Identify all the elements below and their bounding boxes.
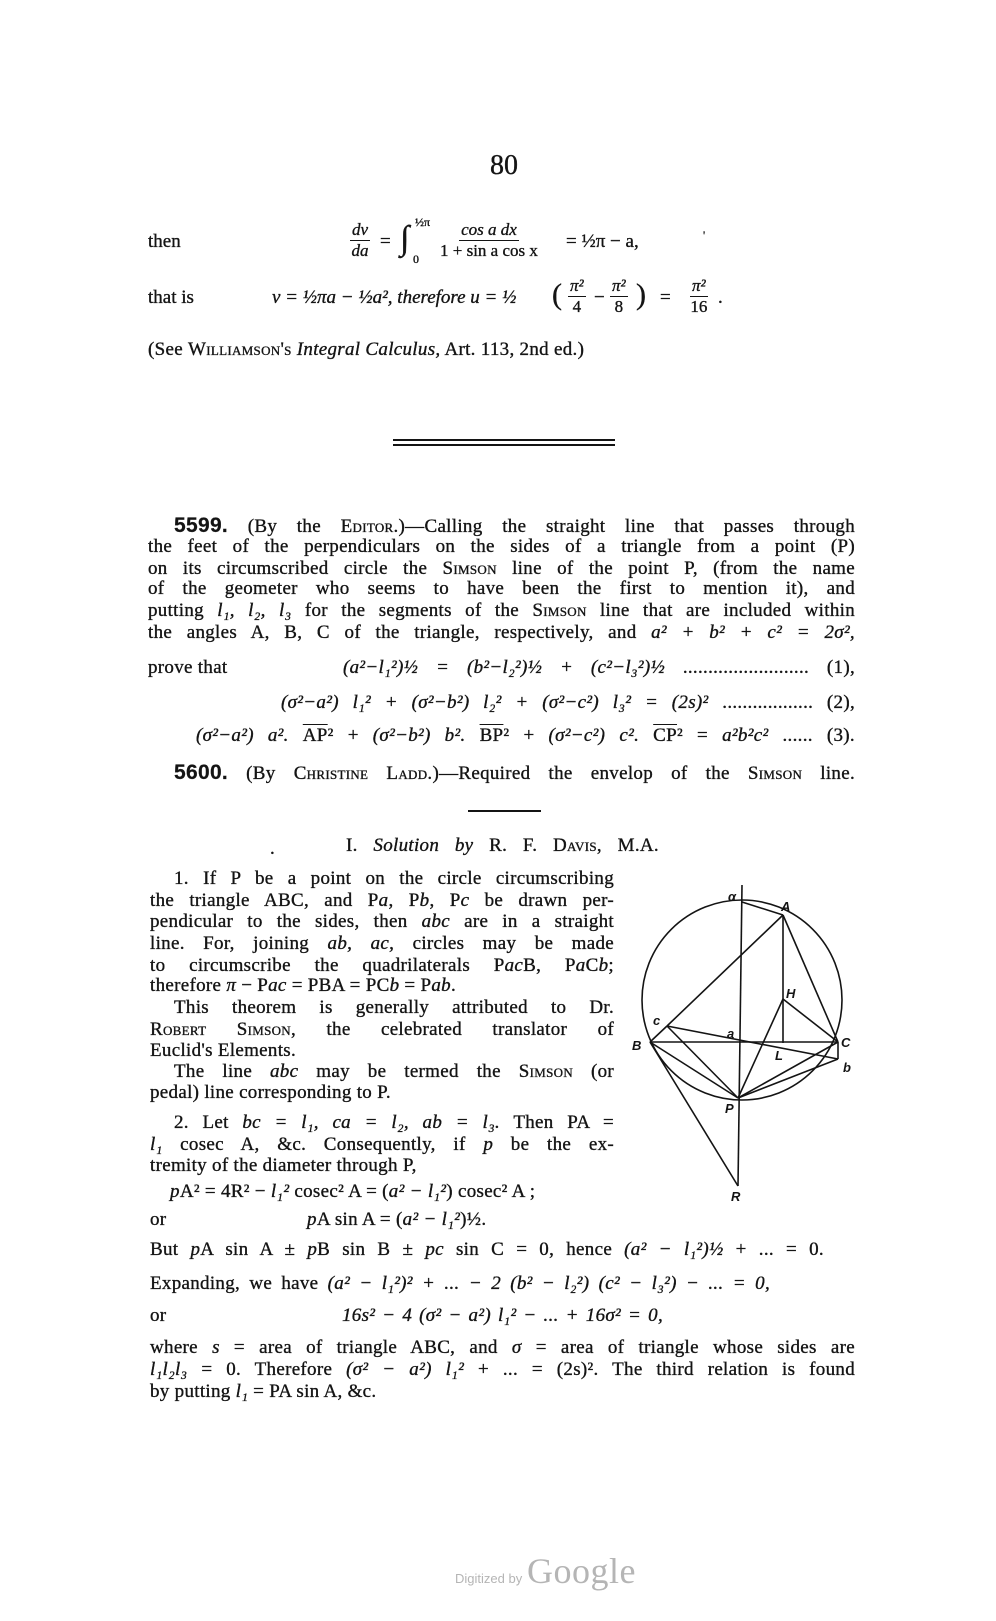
text-segment: 2. Let: [174, 1112, 243, 1133]
text-segment: a: [575, 955, 586, 976]
text-segment: (σ²−c²) c².: [548, 725, 654, 746]
text-segment: = area of triangle whose sides are: [521, 1337, 855, 1358]
text-segment: + ... = (2s)². The third relation is found: [464, 1359, 855, 1380]
text-segment: , M.A.: [596, 835, 659, 856]
text-segment: A sin A ±: [200, 1239, 308, 1260]
text-segment: But: [150, 1239, 191, 1260]
text-segment: line of the point P, (from the name: [496, 558, 855, 579]
text-segment: .........................: [665, 657, 810, 678]
line-alpha-p-r: [738, 885, 742, 1186]
text-segment: = PBA = PC: [286, 975, 390, 996]
close-paren: ): [636, 278, 646, 311]
text-segment: for the segments of the: [291, 600, 533, 621]
label-L: L: [775, 1048, 783, 1063]
fraction-denominator: 8: [614, 297, 624, 316]
text-segment: ² =: [677, 725, 723, 746]
text-segment: = area of triangle ABC, and: [219, 1337, 512, 1358]
text-segment: = PA sin A, &c.: [248, 1381, 377, 1402]
fraction-numerator: dv: [352, 220, 369, 239]
text-segment: l₁, l₂, l₃: [217, 600, 292, 621]
text-segment: a²b²c²: [722, 725, 769, 746]
integral-sign: ∫: [400, 220, 410, 257]
text-segment: ac: [268, 975, 287, 996]
text-segment: ab: [431, 975, 451, 996]
text-segment: line that are included within: [586, 600, 855, 621]
text-segment: , P: [388, 890, 420, 911]
text-segment: p: [170, 1181, 180, 1202]
watermark-digitized: Digitized by: [455, 1571, 523, 1586]
label-C: C: [841, 1035, 851, 1050]
text-segment: 5599.: [174, 514, 229, 537]
label-R: R: [731, 1189, 741, 1204]
text-segment: (1),: [809, 657, 855, 678]
text-segment: pedal) line corresponding to P.: [150, 1082, 391, 1103]
text-segment: a: [378, 890, 389, 911]
fraction-numerator: π²: [570, 276, 584, 295]
text-segment: putting: [148, 600, 218, 621]
text-segment: (a²−l₁²)½ = (b²−l₂²)½ + (c²−l₃²)½: [343, 657, 666, 678]
text-segment: ² +: [327, 725, 373, 746]
text-segment: (By: [228, 763, 294, 784]
line-c-b: [650, 1026, 667, 1042]
text-segment: The line: [174, 1061, 270, 1082]
text-segment: the angles A, B, C of the triangle, respectively, and: [148, 622, 652, 643]
google-watermark: [455, 1550, 636, 1592]
text-segment: be the ex-: [493, 1134, 614, 1155]
text-segment: (2),: [813, 692, 856, 713]
text-segment: line.: [802, 763, 856, 784]
text-segment: Integral Calculus,: [296, 339, 441, 360]
text-segment: pc: [425, 1239, 444, 1260]
integral-lower-limit: 0: [413, 252, 419, 266]
label-H: H: [786, 986, 796, 1001]
text-segment: Simson: [518, 1061, 574, 1082]
text-segment: sin C = 0, hence: [443, 1239, 625, 1260]
text-segment: where: [150, 1337, 213, 1358]
text-segment: b: [389, 975, 400, 996]
text-segment: + ... = 0.: [723, 1239, 824, 1260]
text-segment: c: [460, 890, 470, 911]
text-segment: ..................: [708, 692, 814, 713]
text-segment: prove that: [148, 657, 228, 678]
text-segment: (or: [573, 1061, 615, 1082]
text-segment: to circumscribe the quadrilaterals P: [150, 955, 505, 976]
text-segment: l₁: [150, 1134, 163, 1155]
text-segment: Williamson's: [188, 339, 292, 360]
text-segment: π: [226, 975, 237, 996]
text-segment: p: [307, 1239, 318, 1260]
text-segment: (a² − l₁²)½: [624, 1239, 724, 1260]
label-P: P: [725, 1101, 734, 1116]
text-segment: l₁²: [270, 1181, 290, 1202]
fraction-numerator: cos a dx: [461, 220, 517, 239]
text-segment: Art. 113, 2nd ed.): [440, 339, 585, 360]
text-segment: $\overline{CP}$: [653, 725, 678, 746]
text-segment: (σ² − a²) l₁²: [346, 1359, 465, 1380]
that-is-label: that is: [148, 287, 194, 308]
fraction-numerator: π²: [612, 276, 626, 295]
text-segment: , P: [429, 890, 461, 911]
text-segment: Then PA =: [500, 1112, 614, 1133]
text-segment: $\overline{AP}$: [302, 725, 328, 746]
page-number: 80: [490, 150, 518, 181]
text-segment: Christine Ladd: [293, 763, 428, 784]
text-segment: , the celebrated translator of: [290, 1019, 614, 1040]
text-segment: B sin B ±: [317, 1239, 426, 1260]
text-segment: s: [212, 1337, 220, 1358]
side-a-c: [783, 915, 838, 1042]
text-segment: .: [450, 975, 457, 996]
text-segment: l₁l₂l₃: [150, 1359, 188, 1380]
text-segment: $\overline{BP}$: [479, 725, 504, 746]
text-segment: − P: [236, 975, 269, 996]
text-segment: l₁: [235, 1381, 249, 1402]
label-a: a: [727, 1026, 735, 1041]
fraction-numerator: π²: [692, 276, 706, 295]
text-segment: .)—Required the envelop of the: [427, 763, 748, 784]
integral-upper-limit: ½π: [415, 215, 431, 229]
text-segment: ) cosec² A ;: [446, 1181, 536, 1202]
text-segment: abc: [269, 1061, 299, 1082]
text-segment: C: [585, 955, 599, 976]
label-alpha: α: [728, 889, 737, 904]
text-segment: are in a straight: [450, 911, 615, 932]
label-b: b: [843, 1060, 851, 1075]
text-segment: a² − l₁²: [388, 1181, 447, 1202]
text-segment: )½.: [460, 1209, 487, 1230]
text-segment: B, P: [523, 955, 576, 976]
text-segment: p: [307, 1209, 317, 1230]
text-segment: 1. If P be a point on the circle circumscribing: [174, 868, 614, 889]
text-segment: Simson: [442, 558, 497, 579]
text-segment: Davis: [553, 835, 597, 856]
fraction-denominator: 4: [572, 297, 582, 316]
chord-alpha-a: [742, 902, 783, 915]
text-segment: ab, ac,: [327, 933, 395, 954]
text-segment: Robert Simson: [150, 1019, 291, 1040]
then-label: then: [148, 231, 181, 252]
label-B: B: [632, 1038, 642, 1053]
line-a-c: [667, 915, 783, 1026]
text-segment: line. For, joining: [150, 933, 328, 954]
text-segment: 5600.: [174, 761, 229, 784]
text-segment: tremity of the diameter through P,: [150, 1155, 417, 1176]
text-segment: This theorem is generally attributed to Dr.: [174, 997, 614, 1018]
equation-rhs: = ½π − a,: [566, 231, 639, 252]
text-segment: (3).: [812, 725, 855, 746]
text-segment: Simson: [747, 763, 803, 784]
text-segment: or: [150, 1305, 167, 1326]
fraction-denominator: da: [351, 241, 369, 260]
text-segment: = 0. Therefore: [187, 1359, 347, 1380]
fraction-denominator: 1 + sin a cos x: [440, 241, 538, 260]
text-segment: therefore: [150, 975, 227, 996]
text-segment: Expanding, we have: [150, 1273, 328, 1294]
text-segment: by putting: [150, 1381, 236, 1402]
label-A: A: [781, 899, 791, 914]
stray-mark: ': [703, 228, 706, 242]
text-segment: bc = l₁, ca = l₂, ab = l₃.: [242, 1112, 501, 1133]
text-segment: the triangle ABC, and P: [150, 890, 379, 911]
text-segment: abc: [421, 911, 450, 932]
text-segment: a² + b² + c² = 2σ²,: [651, 622, 855, 643]
text-segment: I.: [346, 835, 374, 856]
text-segment: b: [598, 955, 609, 976]
text-segment: ac: [504, 955, 524, 976]
text-segment: ;: [608, 955, 614, 976]
text-segment: p: [190, 1239, 201, 1260]
equals-sign: =: [380, 231, 391, 252]
text-segment: the feet of the perpendiculars on the sides of a triangle from a point (P): [148, 536, 855, 557]
text-segment: ² +: [503, 725, 549, 746]
text-segment: of the geometer who seems to have been the first to mention it), and: [148, 578, 855, 599]
stray-dot: .: [270, 838, 275, 859]
watermark-google-logo: Google: [526, 1551, 636, 1591]
text-segment: pendicular to the sides, then: [150, 911, 422, 932]
text-segment: be drawn per-: [469, 890, 614, 911]
text-segment: 16s² − 4 (σ² − a²) l₁² − ... + 16σ² = 0,: [342, 1305, 663, 1326]
line-h-c: [783, 999, 838, 1042]
text-segment: .)—Calling the straight line that passes through: [393, 516, 855, 537]
text-segment: (By the: [228, 516, 341, 537]
text-segment: (a² − l₁²)² + ... − 2 (b² − l₂²) (c² − l₃²) − ... = 0,: [327, 1273, 771, 1294]
fraction-denominator: 16: [690, 297, 708, 316]
text-segment: (σ²−b²) b².: [372, 725, 480, 746]
text-segment: σ: [511, 1337, 522, 1358]
text-segment: a² − l₁²: [402, 1209, 461, 1230]
text-segment: R. F.: [473, 835, 553, 856]
text-segment: or: [150, 1209, 167, 1230]
text-segment: (See: [148, 339, 189, 360]
text-segment: circles may be made: [394, 933, 614, 954]
text-segment: Editor: [340, 516, 394, 537]
text-segment: A² = 4R² −: [179, 1181, 271, 1202]
text-segment: Simson: [532, 600, 587, 621]
text-segment: cosec² A = (: [289, 1181, 389, 1202]
text-segment: Solution by: [373, 835, 474, 856]
text-segment: = P: [399, 975, 432, 996]
equation-line: v = ½πa − ½a², therefore u = ½: [272, 287, 517, 308]
text-segment: A sin A = (: [316, 1209, 403, 1230]
text-segment: on its circumscribed circle the: [148, 558, 443, 579]
text-segment: b: [419, 890, 430, 911]
label-c: c: [653, 1013, 661, 1028]
minus-sign: −: [594, 287, 605, 308]
text-segment: (σ²−a²) a².: [196, 725, 303, 746]
text-segment: may be termed the: [298, 1061, 519, 1082]
text-segment: p: [483, 1134, 494, 1155]
equals-sign: =: [660, 287, 671, 308]
text-segment: cosec A, &c. Consequently, if: [162, 1134, 484, 1155]
text-segment: Euclid's Elements.: [150, 1040, 297, 1061]
period: .: [718, 287, 723, 308]
text-segment: ......: [768, 725, 813, 746]
open-paren: (: [552, 278, 562, 311]
text-segment: (σ²−a²) l₁² + (σ²−b²) l₂² + (σ²−c²) l₃² = (2s)²: [281, 692, 709, 713]
line-b-p: [650, 1042, 738, 1098]
